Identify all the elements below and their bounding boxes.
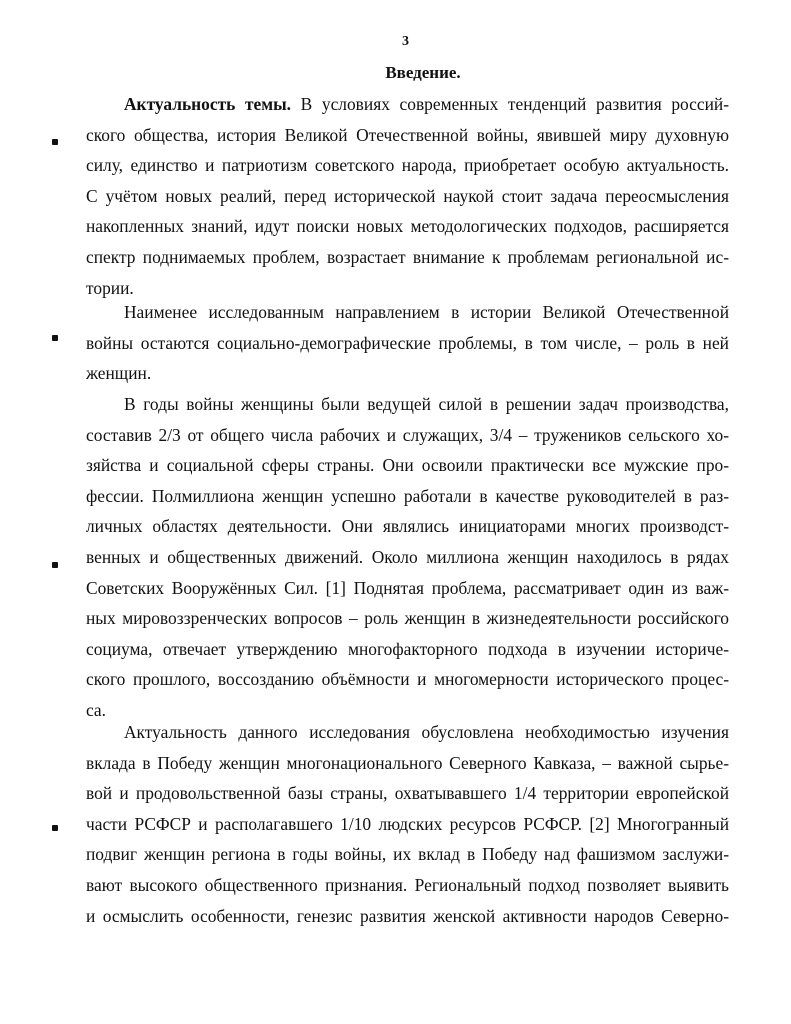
paragraph-line: вклада в Победу женщин многонационального Северного Кавказа, – важной сырье- <box>86 752 729 773</box>
paragraph-line: С учётом новых реалий, перед исторической наукой стоит задача переосмысления <box>86 185 729 206</box>
paragraph-line: составив 2/3 от общего числа рабочих и служащих, 3/4 – тружеников сельского хо- <box>86 424 729 445</box>
paragraph-line: и осмыслить особенности, генезис развития женской активности народов Северно- <box>86 905 729 926</box>
margin-mark <box>52 562 58 568</box>
paragraph-line: Актуальность данного исследования обусловлена необходимостью изучения <box>124 722 729 742</box>
margin-mark <box>52 335 58 341</box>
paragraph-lead: Актуальность темы. <box>124 94 292 114</box>
paragraph-line: спектр поднимаемых проблем, возрастает внимание к проблемам региональной ис- <box>86 246 729 267</box>
paragraph-war-years <box>86 389 729 726</box>
paragraph-north-caucasus <box>86 717 729 931</box>
paragraph-line: фессии. Полмиллиона женщин успешно работали в качестве руководителей в раз- <box>86 485 729 506</box>
paragraph-line: женщин. <box>86 363 152 384</box>
paragraph-line: венных и общественных движений. Около миллиона женщин находилось в рядах <box>86 546 729 567</box>
paragraph-line: вают высокого общественного признания. Региональный подход позволяет выявить <box>86 874 729 895</box>
paragraph-line <box>86 89 729 120</box>
margin-mark <box>52 139 58 145</box>
page-number: 3 <box>402 34 409 49</box>
paragraph-line: части РСФСР и располагавшего 1/10 людских ресурсов РСФСР. [2] Многогранный <box>86 813 729 834</box>
paragraph-line: са. <box>86 699 106 720</box>
paragraph-line: вой и продовольственной базы страны, охватывавшего 1/4 территории европейской <box>86 783 729 804</box>
paragraph-least-studied <box>86 297 729 389</box>
paragraph-line: личных областях деятельности. Они являлись инициаторами многих производст- <box>86 516 729 537</box>
paragraph-line: зяйства и социальной сферы страны. Они освоили практически все мужские про- <box>86 455 729 476</box>
paragraph-line: Советских Вооружённых Сил. [1] Поднятая проблема, рассматривает один из важ- <box>86 577 729 598</box>
paragraph-line: накопленных знаний, идут поиски новых методологических подходов, расширяется <box>86 216 729 237</box>
paragraph-relevance <box>86 89 729 303</box>
line-text: В условиях современных тенденций развития россий- <box>291 94 729 114</box>
paragraph-line: ского прошлого, воссозданию объёмности и многомерности исторического процес- <box>86 669 729 690</box>
paragraph-line: ных мировоззренческих вопросов – роль женщин в жизнедеятельности российского <box>86 608 729 629</box>
section-heading: Введение. <box>385 63 461 82</box>
paragraph-line: Наименее исследованным направлением в истории Великой Отечественной <box>124 302 729 322</box>
paragraph-line: тории. <box>86 277 134 298</box>
paragraph-line: В годы войны женщины были ведущей силой в решении задач производства, <box>124 394 729 414</box>
paragraph-line: силу, единство и патриотизм советского народа, приобретает особую актуальность. <box>86 155 729 176</box>
paragraph-line: ского общества, история Великой Отечественной войны, явившей миру духовную <box>86 124 729 145</box>
margin-mark <box>52 825 58 831</box>
paragraph-line: социума, отвечает утверждению многофакторного подхода в изучении историче- <box>86 638 729 659</box>
paragraph-line: войны остаются социально-демографические проблемы, в том числе, – роль в ней <box>86 332 729 353</box>
paragraph-line: подвиг женщин региона в годы войны, их вклад в Победу над фашизмом заслужи- <box>86 844 729 865</box>
